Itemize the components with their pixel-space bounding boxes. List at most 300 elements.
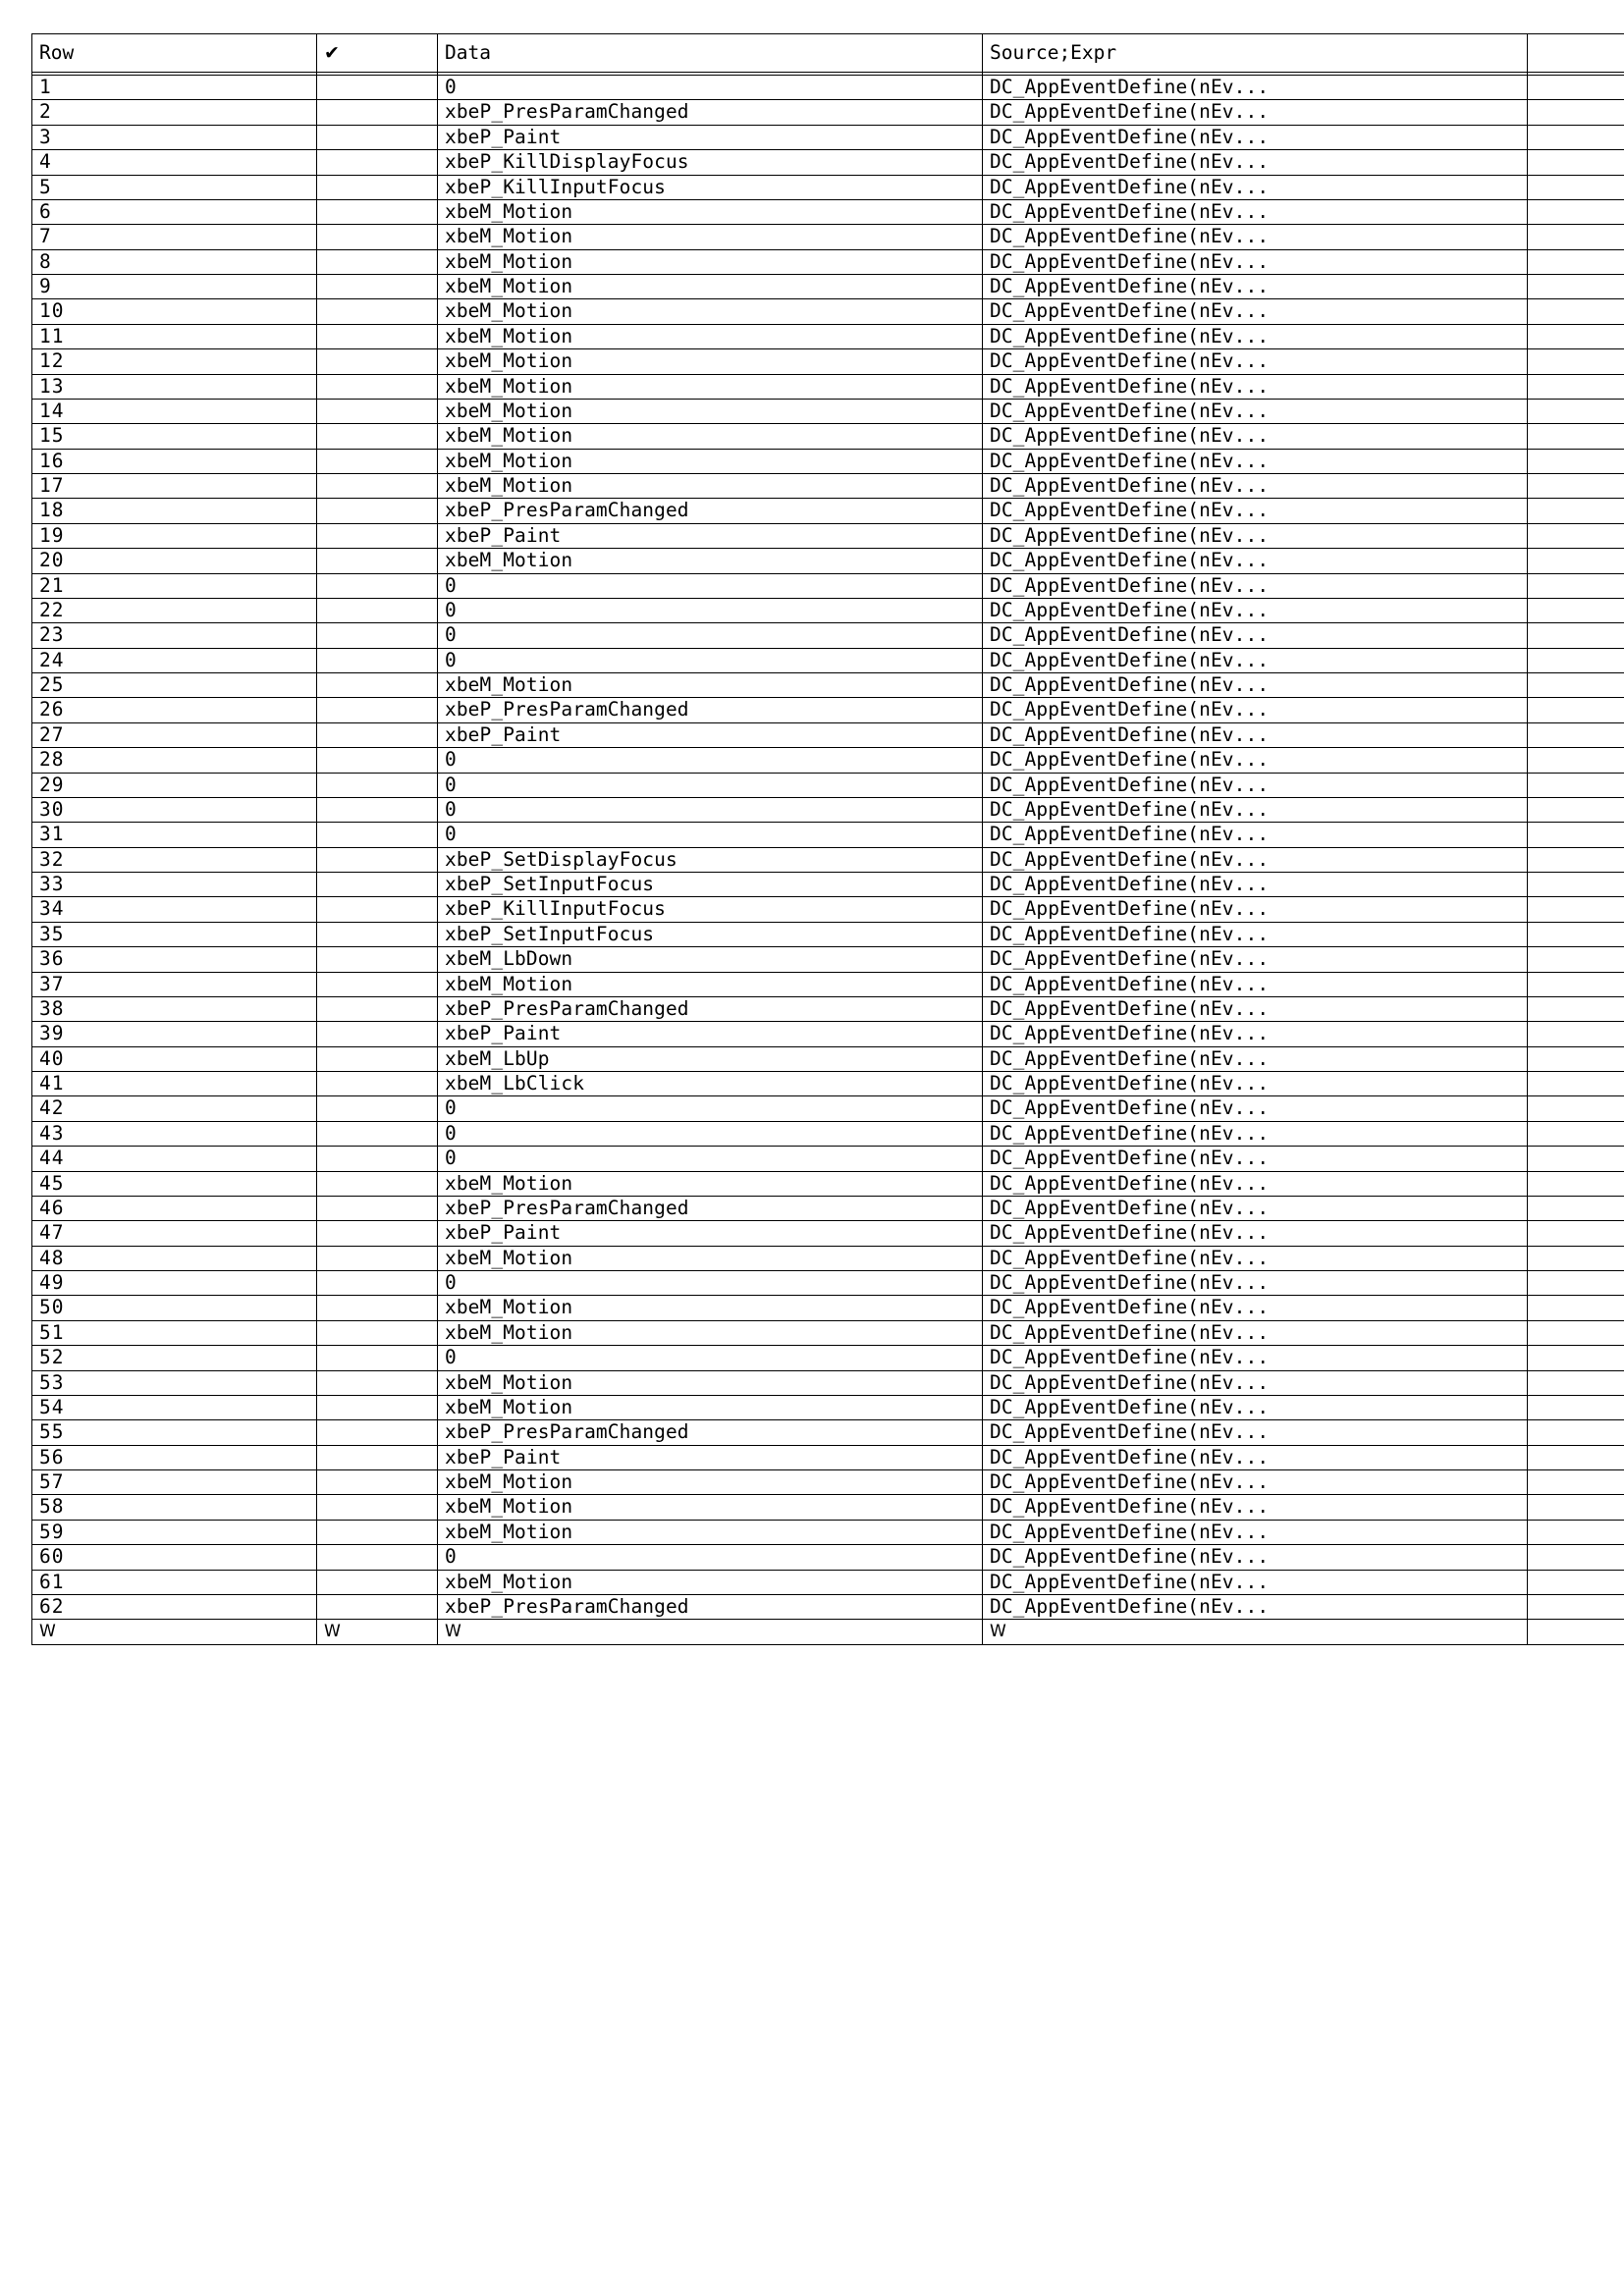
cell-check-mark[interactable]	[317, 573, 438, 598]
cell-data[interactable]: xbeM_Motion	[438, 299, 983, 324]
cell-row-number[interactable]: 52	[32, 1346, 317, 1370]
cell-source-expr[interactable]: DC_AppEventDefine(nEv...	[983, 299, 1528, 324]
table-row[interactable]	[32, 175, 1624, 199]
cell-row-number[interactable]: 36	[32, 947, 317, 972]
cell-row-number[interactable]: 16	[32, 449, 317, 473]
cell-extra[interactable]	[1528, 324, 1624, 348]
cell-data[interactable]: xbeM_Motion	[438, 1171, 983, 1196]
cell-row-number[interactable]: 41	[32, 1072, 317, 1096]
cell-extra[interactable]	[1528, 1096, 1624, 1121]
cell-data[interactable]: 0	[438, 748, 983, 773]
table-row[interactable]	[32, 349, 1624, 374]
cell-source-expr[interactable]: DC_AppEventDefine(nEv...	[983, 374, 1528, 399]
cell-check-mark[interactable]	[317, 1420, 438, 1445]
cell-source-expr[interactable]: DC_AppEventDefine(nEv...	[983, 1320, 1528, 1345]
cell-row-number[interactable]: 22	[32, 598, 317, 622]
table-row[interactable]	[32, 225, 1624, 249]
cell-extra[interactable]	[1528, 449, 1624, 473]
cell-extra[interactable]	[1528, 1594, 1624, 1619]
cell-row-number[interactable]: 50	[32, 1296, 317, 1320]
cell-extra[interactable]	[1528, 1221, 1624, 1246]
cell-row-number[interactable]: 24	[32, 648, 317, 672]
cell-row-number[interactable]: 11	[32, 324, 317, 348]
cell-data[interactable]: xbeM_Motion	[438, 972, 983, 996]
table-row[interactable]	[32, 1096, 1624, 1121]
table-row[interactable]	[32, 299, 1624, 324]
cell-check-mark[interactable]	[317, 499, 438, 523]
cell-check-mark[interactable]	[317, 897, 438, 922]
cell-source-expr[interactable]: DC_AppEventDefine(nEv...	[983, 922, 1528, 946]
cell-row-number[interactable]: 60	[32, 1545, 317, 1570]
cell-row-number[interactable]: 47	[32, 1221, 317, 1246]
cell-check-mark[interactable]	[317, 1072, 438, 1096]
cell-source-expr[interactable]: DC_AppEventDefine(nEv...	[983, 797, 1528, 822]
cell-source-expr[interactable]: DC_AppEventDefine(nEv...	[983, 449, 1528, 473]
cell-row-number[interactable]: 34	[32, 897, 317, 922]
cell-data[interactable]: xbeM_Motion	[438, 424, 983, 449]
cell-data[interactable]: 0	[438, 1121, 983, 1146]
cell-extra[interactable]	[1528, 1445, 1624, 1469]
cell-extra[interactable]	[1528, 996, 1624, 1021]
cell-data[interactable]: xbeP_PresParamChanged	[438, 996, 983, 1021]
cell-row-number[interactable]: 45	[32, 1171, 317, 1196]
cell-source-expr[interactable]: DC_AppEventDefine(nEv...	[983, 873, 1528, 897]
cell-data[interactable]: xbeP_PresParamChanged	[438, 1594, 983, 1619]
cell-check-mark[interactable]	[317, 424, 438, 449]
cell-data[interactable]: xbeP_Paint	[438, 125, 983, 149]
cell-row-number[interactable]: 17	[32, 474, 317, 499]
cell-data[interactable]: xbeM_Motion	[438, 474, 983, 499]
cell-source-expr[interactable]: DC_AppEventDefine(nEv...	[983, 947, 1528, 972]
cell-source-expr[interactable]: DC_AppEventDefine(nEv...	[983, 1346, 1528, 1370]
cell-data[interactable]: 0	[438, 797, 983, 822]
cell-data[interactable]: xbeP_PresParamChanged	[438, 499, 983, 523]
cell-source-expr[interactable]: DC_AppEventDefine(nEv...	[983, 175, 1528, 199]
table-row[interactable]	[32, 1121, 1624, 1146]
cell-check-mark[interactable]	[317, 324, 438, 348]
cell-source-expr[interactable]: DC_AppEventDefine(nEv...	[983, 150, 1528, 175]
cell-extra[interactable]	[1528, 399, 1624, 423]
cell-extra[interactable]	[1528, 100, 1624, 125]
cell-check-mark[interactable]	[317, 100, 438, 125]
cell-source-expr[interactable]: DC_AppEventDefine(nEv...	[983, 1147, 1528, 1171]
cell-extra[interactable]	[1528, 922, 1624, 946]
table-row[interactable]	[32, 523, 1624, 548]
table-row[interactable]	[32, 1470, 1624, 1495]
cell-row-number[interactable]: 28	[32, 748, 317, 773]
cell-data[interactable]: xbeP_KillInputFocus	[438, 175, 983, 199]
cell-source-expr[interactable]: DC_AppEventDefine(nEv...	[983, 623, 1528, 648]
table-row[interactable]	[32, 249, 1624, 274]
cell-data[interactable]: xbeM_Motion	[438, 275, 983, 299]
cell-source-expr[interactable]: DC_AppEventDefine(nEv...	[983, 773, 1528, 797]
cell-row-number[interactable]: 13	[32, 374, 317, 399]
cell-check-mark[interactable]	[317, 175, 438, 199]
cell-data[interactable]: xbeP_PresParamChanged	[438, 100, 983, 125]
table-row[interactable]	[32, 499, 1624, 523]
cell-extra[interactable]	[1528, 249, 1624, 274]
cell-source-expr[interactable]: DC_AppEventDefine(nEv...	[983, 1221, 1528, 1246]
cell-row-number[interactable]: 35	[32, 922, 317, 946]
cell-row-number[interactable]: 38	[32, 996, 317, 1021]
table-row[interactable]	[32, 573, 1624, 598]
cell-check-mark[interactable]	[317, 1196, 438, 1220]
cell-source-expr[interactable]: DC_AppEventDefine(nEv...	[983, 648, 1528, 672]
cell-check-mark[interactable]	[317, 947, 438, 972]
cell-check-mark[interactable]	[317, 76, 438, 100]
cell-data[interactable]: xbeM_Motion	[438, 1495, 983, 1520]
cell-row-number[interactable]: 14	[32, 399, 317, 423]
cell-data[interactable]: 0	[438, 1346, 983, 1370]
cell-check-mark[interactable]	[317, 996, 438, 1021]
cell-check-mark[interactable]	[317, 823, 438, 847]
column-header-source[interactable]: Source;Expr	[983, 34, 1528, 73]
cell-source-expr[interactable]: DC_AppEventDefine(nEv...	[983, 823, 1528, 847]
cell-row-number[interactable]: 9	[32, 275, 317, 299]
table-row[interactable]	[32, 673, 1624, 698]
cell-data[interactable]: 0	[438, 76, 983, 100]
cell-data[interactable]: xbeP_Paint	[438, 1022, 983, 1046]
cell-row-number[interactable]: 58	[32, 1495, 317, 1520]
footer-cell-row[interactable]: W	[32, 1620, 317, 1644]
cell-source-expr[interactable]: DC_AppEventDefine(nEv...	[983, 1594, 1528, 1619]
table-row[interactable]	[32, 648, 1624, 672]
cell-check-mark[interactable]	[317, 1121, 438, 1146]
cell-extra[interactable]	[1528, 125, 1624, 149]
cell-extra[interactable]	[1528, 1545, 1624, 1570]
cell-row-number[interactable]: 20	[32, 549, 317, 573]
cell-check-mark[interactable]	[317, 1221, 438, 1246]
cell-check-mark[interactable]	[317, 648, 438, 672]
cell-source-expr[interactable]: DC_AppEventDefine(nEv...	[983, 199, 1528, 224]
cell-row-number[interactable]: 5	[32, 175, 317, 199]
cell-extra[interactable]	[1528, 199, 1624, 224]
table-row[interactable]	[32, 100, 1624, 125]
table-row[interactable]	[32, 773, 1624, 797]
cell-extra[interactable]	[1528, 797, 1624, 822]
cell-source-expr[interactable]: DC_AppEventDefine(nEv...	[983, 897, 1528, 922]
cell-source-expr[interactable]: DC_AppEventDefine(nEv...	[983, 1570, 1528, 1594]
cell-data[interactable]: xbeM_LbClick	[438, 1072, 983, 1096]
cell-data[interactable]: xbeM_Motion	[438, 324, 983, 348]
cell-data[interactable]: xbeM_Motion	[438, 1520, 983, 1544]
table-row[interactable]	[32, 1445, 1624, 1469]
table-row[interactable]	[32, 1346, 1624, 1370]
cell-source-expr[interactable]: DC_AppEventDefine(nEv...	[983, 225, 1528, 249]
cell-data[interactable]: xbeM_Motion	[438, 1470, 983, 1495]
table-row[interactable]	[32, 922, 1624, 946]
cell-source-expr[interactable]: DC_AppEventDefine(nEv...	[983, 275, 1528, 299]
table-row[interactable]	[32, 1520, 1624, 1544]
table-row[interactable]	[32, 150, 1624, 175]
cell-row-number[interactable]: 40	[32, 1046, 317, 1071]
cell-data[interactable]: xbeM_Motion	[438, 1246, 983, 1270]
cell-check-mark[interactable]	[317, 598, 438, 622]
cell-data[interactable]: xbeP_Paint	[438, 722, 983, 747]
cell-extra[interactable]	[1528, 76, 1624, 100]
cell-data[interactable]: xbeM_Motion	[438, 673, 983, 698]
cell-row-number[interactable]: 15	[32, 424, 317, 449]
cell-extra[interactable]	[1528, 1171, 1624, 1196]
cell-source-expr[interactable]: DC_AppEventDefine(nEv...	[983, 748, 1528, 773]
cell-data[interactable]: xbeP_PresParamChanged	[438, 1196, 983, 1220]
table-row[interactable]	[32, 1594, 1624, 1619]
cell-source-expr[interactable]: DC_AppEventDefine(nEv...	[983, 549, 1528, 573]
cell-check-mark[interactable]	[317, 722, 438, 747]
table-row[interactable]	[32, 324, 1624, 348]
cell-data[interactable]: xbeM_Motion	[438, 374, 983, 399]
cell-extra[interactable]	[1528, 1246, 1624, 1270]
cell-data[interactable]: xbeM_LbUp	[438, 1046, 983, 1071]
cell-source-expr[interactable]: DC_AppEventDefine(nEv...	[983, 100, 1528, 125]
cell-source-expr[interactable]: DC_AppEventDefine(nEv...	[983, 698, 1528, 722]
table-row[interactable]	[32, 199, 1624, 224]
cell-source-expr[interactable]: DC_AppEventDefine(nEv...	[983, 573, 1528, 598]
footer-cell-extra[interactable]	[1528, 1620, 1624, 1644]
cell-extra[interactable]	[1528, 1320, 1624, 1345]
cell-source-expr[interactable]: DC_AppEventDefine(nEv...	[983, 1445, 1528, 1469]
cell-extra[interactable]	[1528, 1022, 1624, 1046]
cell-row-number[interactable]: 8	[32, 249, 317, 274]
table-row[interactable]	[32, 996, 1624, 1021]
cell-data[interactable]: 0	[438, 598, 983, 622]
cell-row-number[interactable]: 61	[32, 1570, 317, 1594]
cell-data[interactable]: xbeM_Motion	[438, 1320, 983, 1345]
cell-row-number[interactable]: 43	[32, 1121, 317, 1146]
table-row[interactable]	[32, 1221, 1624, 1246]
cell-row-number[interactable]: 57	[32, 1470, 317, 1495]
table-row[interactable]	[32, 1395, 1624, 1419]
table-row[interactable]	[32, 972, 1624, 996]
cell-check-mark[interactable]	[317, 1022, 438, 1046]
cell-row-number[interactable]: 51	[32, 1320, 317, 1345]
table-row[interactable]	[32, 598, 1624, 622]
column-header-check[interactable]	[317, 34, 438, 73]
cell-check-mark[interactable]	[317, 1495, 438, 1520]
table-row[interactable]	[32, 275, 1624, 299]
cell-data[interactable]: 0	[438, 648, 983, 672]
cell-row-number[interactable]: 4	[32, 150, 317, 175]
column-header-data[interactable]: Data	[438, 34, 983, 73]
cell-data[interactable]: xbeP_PresParamChanged	[438, 1420, 983, 1445]
table-row[interactable]	[32, 1046, 1624, 1071]
cell-row-number[interactable]: 59	[32, 1520, 317, 1544]
cell-check-mark[interactable]	[317, 299, 438, 324]
cell-check-mark[interactable]	[317, 1470, 438, 1495]
cell-row-number[interactable]: 18	[32, 499, 317, 523]
cell-row-number[interactable]: 37	[32, 972, 317, 996]
cell-row-number[interactable]: 7	[32, 225, 317, 249]
cell-data[interactable]: xbeP_Paint	[438, 1445, 983, 1469]
cell-check-mark[interactable]	[317, 623, 438, 648]
cell-data[interactable]: xbeP_KillDisplayFocus	[438, 150, 983, 175]
cell-row-number[interactable]: 56	[32, 1445, 317, 1469]
cell-extra[interactable]	[1528, 698, 1624, 722]
column-header-row[interactable]: Row	[32, 34, 317, 73]
cell-data[interactable]: xbeM_Motion	[438, 449, 983, 473]
cell-source-expr[interactable]: DC_AppEventDefine(nEv...	[983, 523, 1528, 548]
cell-data[interactable]: xbeM_Motion	[438, 399, 983, 423]
cell-extra[interactable]	[1528, 773, 1624, 797]
cell-row-number[interactable]: 32	[32, 847, 317, 872]
cell-row-number[interactable]: 44	[32, 1147, 317, 1171]
cell-data[interactable]: xbeM_Motion	[438, 549, 983, 573]
cell-source-expr[interactable]: DC_AppEventDefine(nEv...	[983, 474, 1528, 499]
cell-source-expr[interactable]: DC_AppEventDefine(nEv...	[983, 1046, 1528, 1071]
cell-extra[interactable]	[1528, 549, 1624, 573]
cell-check-mark[interactable]	[317, 523, 438, 548]
table-row[interactable]	[32, 1147, 1624, 1171]
table-row[interactable]	[32, 897, 1624, 922]
cell-data[interactable]: xbeM_Motion	[438, 1370, 983, 1395]
cell-extra[interactable]	[1528, 722, 1624, 747]
cell-extra[interactable]	[1528, 648, 1624, 672]
cell-check-mark[interactable]	[317, 773, 438, 797]
table-row[interactable]	[32, 823, 1624, 847]
table-row[interactable]	[32, 1545, 1624, 1570]
cell-data[interactable]: 0	[438, 773, 983, 797]
cell-source-expr[interactable]: DC_AppEventDefine(nEv...	[983, 324, 1528, 348]
cell-extra[interactable]	[1528, 1495, 1624, 1520]
cell-extra[interactable]	[1528, 1072, 1624, 1096]
cell-extra[interactable]	[1528, 1346, 1624, 1370]
column-header-extra[interactable]	[1528, 34, 1624, 73]
cell-extra[interactable]	[1528, 623, 1624, 648]
cell-check-mark[interactable]	[317, 673, 438, 698]
cell-extra[interactable]	[1528, 598, 1624, 622]
cell-row-number[interactable]: 42	[32, 1096, 317, 1121]
cell-data[interactable]: 0	[438, 1147, 983, 1171]
cell-data[interactable]: 0	[438, 573, 983, 598]
cell-extra[interactable]	[1528, 424, 1624, 449]
cell-data[interactable]: xbeP_SetDisplayFocus	[438, 847, 983, 872]
cell-data[interactable]: xbeP_SetInputFocus	[438, 873, 983, 897]
cell-extra[interactable]	[1528, 523, 1624, 548]
cell-source-expr[interactable]: DC_AppEventDefine(nEv...	[983, 598, 1528, 622]
cell-extra[interactable]	[1528, 499, 1624, 523]
table-row[interactable]	[32, 1022, 1624, 1046]
cell-check-mark[interactable]	[317, 549, 438, 573]
cell-extra[interactable]	[1528, 225, 1624, 249]
cell-extra[interactable]	[1528, 1196, 1624, 1220]
table-row[interactable]	[32, 399, 1624, 423]
cell-source-expr[interactable]: DC_AppEventDefine(nEv...	[983, 349, 1528, 374]
table-row[interactable]	[32, 847, 1624, 872]
cell-check-mark[interactable]	[317, 125, 438, 149]
table-row[interactable]	[32, 424, 1624, 449]
cell-extra[interactable]	[1528, 1147, 1624, 1171]
cell-extra[interactable]	[1528, 847, 1624, 872]
cell-row-number[interactable]: 53	[32, 1370, 317, 1395]
table-row[interactable]	[32, 449, 1624, 473]
cell-source-expr[interactable]: DC_AppEventDefine(nEv...	[983, 1495, 1528, 1520]
cell-check-mark[interactable]	[317, 1395, 438, 1419]
footer-cell-check[interactable]: W	[317, 1620, 438, 1644]
cell-extra[interactable]	[1528, 349, 1624, 374]
cell-check-mark[interactable]	[317, 449, 438, 473]
table-row[interactable]	[32, 1072, 1624, 1096]
cell-data[interactable]: xbeM_Motion	[438, 199, 983, 224]
cell-source-expr[interactable]: DC_AppEventDefine(nEv...	[983, 424, 1528, 449]
table-row[interactable]	[32, 125, 1624, 149]
cell-source-expr[interactable]: DC_AppEventDefine(nEv...	[983, 1022, 1528, 1046]
cell-extra[interactable]	[1528, 823, 1624, 847]
cell-extra[interactable]	[1528, 947, 1624, 972]
cell-row-number[interactable]: 19	[32, 523, 317, 548]
cell-row-number[interactable]: 3	[32, 125, 317, 149]
cell-source-expr[interactable]: DC_AppEventDefine(nEv...	[983, 399, 1528, 423]
table-row[interactable]	[32, 1296, 1624, 1320]
cell-source-expr[interactable]: DC_AppEventDefine(nEv...	[983, 996, 1528, 1021]
cell-data[interactable]: xbeM_Motion	[438, 249, 983, 274]
footer-cell-data[interactable]: W	[438, 1620, 983, 1644]
cell-check-mark[interactable]	[317, 399, 438, 423]
cell-check-mark[interactable]	[317, 1445, 438, 1469]
cell-check-mark[interactable]	[317, 474, 438, 499]
table-row[interactable]	[32, 797, 1624, 822]
table-row[interactable]	[32, 1271, 1624, 1296]
cell-row-number[interactable]: 48	[32, 1246, 317, 1270]
cell-check-mark[interactable]	[317, 249, 438, 274]
cell-extra[interactable]	[1528, 150, 1624, 175]
cell-source-expr[interactable]: DC_AppEventDefine(nEv...	[983, 1246, 1528, 1270]
cell-source-expr[interactable]: DC_AppEventDefine(nEv...	[983, 1370, 1528, 1395]
table-row[interactable]	[32, 698, 1624, 722]
cell-data[interactable]: xbeP_PresParamChanged	[438, 698, 983, 722]
cell-check-mark[interactable]	[317, 972, 438, 996]
cell-extra[interactable]	[1528, 1296, 1624, 1320]
table-row[interactable]	[32, 374, 1624, 399]
cell-data[interactable]: xbeP_Paint	[438, 1221, 983, 1246]
cell-source-expr[interactable]: DC_AppEventDefine(nEv...	[983, 722, 1528, 747]
cell-row-number[interactable]: 46	[32, 1196, 317, 1220]
cell-check-mark[interactable]	[317, 1346, 438, 1370]
cell-data[interactable]: 0	[438, 823, 983, 847]
cell-source-expr[interactable]: DC_AppEventDefine(nEv...	[983, 1520, 1528, 1544]
cell-source-expr[interactable]: DC_AppEventDefine(nEv...	[983, 1395, 1528, 1419]
cell-extra[interactable]	[1528, 1121, 1624, 1146]
table-row[interactable]	[32, 1370, 1624, 1395]
cell-check-mark[interactable]	[317, 1520, 438, 1544]
cell-check-mark[interactable]	[317, 1147, 438, 1171]
cell-extra[interactable]	[1528, 748, 1624, 773]
cell-check-mark[interactable]	[317, 797, 438, 822]
cell-source-expr[interactable]: DC_AppEventDefine(nEv...	[983, 1296, 1528, 1320]
cell-check-mark[interactable]	[317, 698, 438, 722]
cell-extra[interactable]	[1528, 1520, 1624, 1544]
cell-row-number[interactable]: 21	[32, 573, 317, 598]
cell-extra[interactable]	[1528, 1395, 1624, 1419]
cell-check-mark[interactable]	[317, 1570, 438, 1594]
table-row[interactable]	[32, 76, 1624, 100]
cell-row-number[interactable]: 55	[32, 1420, 317, 1445]
cell-extra[interactable]	[1528, 573, 1624, 598]
cell-row-number[interactable]: 29	[32, 773, 317, 797]
cell-data[interactable]: xbeM_LbDown	[438, 947, 983, 972]
cell-extra[interactable]	[1528, 299, 1624, 324]
table-row[interactable]	[32, 1320, 1624, 1345]
cell-extra[interactable]	[1528, 474, 1624, 499]
cell-check-mark[interactable]	[317, 1320, 438, 1345]
cell-data[interactable]: xbeP_Paint	[438, 523, 983, 548]
cell-source-expr[interactable]: DC_AppEventDefine(nEv...	[983, 1171, 1528, 1196]
cell-row-number[interactable]: 26	[32, 698, 317, 722]
table-row[interactable]	[32, 873, 1624, 897]
cell-source-expr[interactable]: DC_AppEventDefine(nEv...	[983, 1420, 1528, 1445]
cell-source-expr[interactable]: DC_AppEventDefine(nEv...	[983, 125, 1528, 149]
cell-source-expr[interactable]: DC_AppEventDefine(nEv...	[983, 1096, 1528, 1121]
cell-check-mark[interactable]	[317, 1096, 438, 1121]
